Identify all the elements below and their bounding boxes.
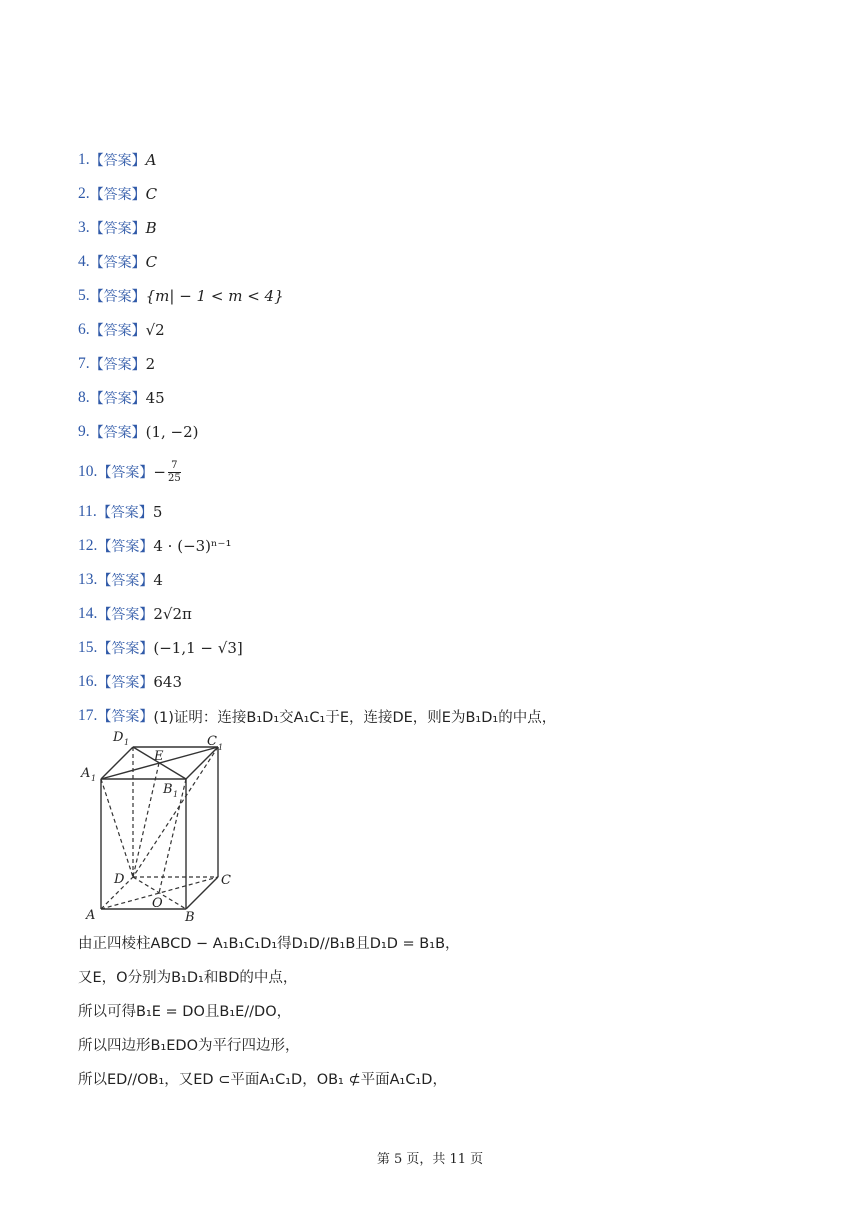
answer-value: B bbox=[145, 219, 157, 237]
answer-value: (1)证明：连接B₁D₁交A₁C₁于E，连接DE，则E为B₁D₁的中点， bbox=[153, 709, 557, 726]
label-b1-sub: 1 bbox=[173, 790, 179, 799]
proof-line: 所以ED//OB₁，又ED ⊂平面A₁C₁D，OB₁ ⊄平面A₁C₁D， bbox=[78, 1071, 447, 1088]
answer-tag: 【答案】 bbox=[97, 573, 154, 589]
answer-value: (−1,1 − √3] bbox=[153, 639, 243, 657]
label-b1: B bbox=[163, 782, 173, 797]
answer-number: 11. bbox=[78, 503, 97, 520]
answer-list bbox=[78, 143, 818, 733]
answer-tag: 【答案】 bbox=[89, 425, 146, 441]
answer-value: A bbox=[145, 151, 157, 169]
answer-fraction bbox=[153, 460, 180, 485]
answer-tag: 【答案】 bbox=[97, 465, 154, 481]
answer-tag: 【答案】 bbox=[89, 187, 146, 203]
label-c: C bbox=[221, 873, 231, 888]
label-c1: C bbox=[207, 734, 217, 749]
answer-row bbox=[78, 245, 818, 279]
label-d1-sub: 1 bbox=[124, 738, 130, 747]
label-b: B bbox=[185, 910, 195, 923]
answer-tag: 【答案】 bbox=[97, 709, 154, 725]
answer-number: 2. bbox=[78, 185, 90, 202]
answer-value: √2 bbox=[145, 321, 165, 339]
answer-number: 5. bbox=[78, 287, 90, 304]
answer-row bbox=[78, 347, 818, 381]
answer-value: 4 · (−3)ⁿ⁻¹ bbox=[153, 537, 232, 555]
answer-row bbox=[78, 665, 818, 699]
label-e: E bbox=[154, 749, 164, 764]
answer-row bbox=[78, 495, 818, 529]
answer-number: 7. bbox=[78, 355, 90, 372]
answer-tag: 【答案】 bbox=[89, 153, 146, 169]
answer-value: 2√2π bbox=[153, 605, 192, 623]
answer-row bbox=[78, 279, 818, 313]
answer-number: 15. bbox=[78, 639, 98, 656]
line-a1d bbox=[101, 779, 133, 877]
answer-number: 3. bbox=[78, 219, 90, 236]
answer-tag: 【答案】 bbox=[89, 289, 146, 305]
answer-tag: 【答案】 bbox=[97, 675, 154, 691]
answer-number: 12. bbox=[78, 537, 98, 554]
answer-number: 17. bbox=[78, 707, 98, 724]
answer-tag: 【答案】 bbox=[97, 641, 154, 657]
label-a: A bbox=[86, 908, 96, 923]
answer-value: C bbox=[145, 253, 158, 271]
answer-number: 8. bbox=[78, 389, 90, 406]
label-o: O bbox=[152, 896, 163, 911]
proof-line: 所以可得B₁E = DO且B₁E//DO， bbox=[78, 1003, 292, 1020]
fraction-stack bbox=[168, 460, 181, 485]
proof-line: 又E，O分别为B₁D₁和BD的中点， bbox=[78, 969, 298, 986]
answer-number: 16. bbox=[78, 673, 98, 690]
answer-number: 1. bbox=[78, 151, 90, 168]
label-c1-sub: 1 bbox=[218, 743, 224, 752]
answer-row bbox=[78, 597, 818, 631]
answer-tag: 【答案】 bbox=[97, 607, 154, 623]
answer-row bbox=[78, 381, 818, 415]
answer-value: {m| − 1 < m < 4} bbox=[145, 287, 284, 305]
answer-row bbox=[78, 631, 818, 665]
answer-row bbox=[78, 211, 818, 245]
edge-bc bbox=[186, 877, 218, 909]
answer-number: 4. bbox=[78, 253, 90, 270]
label-d1: D bbox=[113, 730, 124, 745]
answer-tag: 【答案】 bbox=[89, 221, 146, 237]
line-ed bbox=[133, 763, 159, 877]
answer-number: 13. bbox=[78, 571, 98, 588]
answer-tag: 【答案】 bbox=[89, 357, 146, 373]
answer-number: 9. bbox=[78, 423, 90, 440]
answer-value: 643 bbox=[153, 673, 183, 691]
answer-number: 14. bbox=[78, 605, 98, 622]
answer-row bbox=[78, 529, 818, 563]
answer-value: 2 bbox=[145, 355, 156, 373]
answer-row bbox=[78, 563, 818, 597]
answer-row bbox=[78, 415, 818, 449]
label-d: D bbox=[114, 872, 125, 887]
answer-tag: 【答案】 bbox=[97, 539, 154, 555]
answer-row bbox=[78, 449, 818, 495]
answer-tag: 【答案】 bbox=[96, 505, 153, 521]
page-footer: 第 5 页，共 11 页 bbox=[376, 1152, 484, 1167]
proof-line: 所以四边形B₁EDO为平行四边形， bbox=[78, 1037, 300, 1054]
proof-text bbox=[78, 925, 818, 1095]
answer-row bbox=[78, 143, 818, 177]
answer-number: 10. bbox=[78, 463, 98, 480]
prism-figure bbox=[78, 727, 238, 923]
answer-tag: 【答案】 bbox=[89, 255, 146, 271]
fraction-numerator: 7 bbox=[171, 459, 178, 471]
answer-row bbox=[78, 313, 818, 347]
answer-value: 5 bbox=[152, 503, 163, 521]
answer-value: C bbox=[145, 185, 158, 203]
proof-line: 由正四棱柱ABCD − A₁B₁C₁D₁得D₁D//B₁B且D₁D = B₁B， bbox=[78, 935, 460, 952]
answer-row bbox=[78, 177, 818, 211]
fraction-sign: − bbox=[153, 463, 166, 481]
fraction-denominator: 25 bbox=[167, 472, 181, 484]
answer-tag: 【答案】 bbox=[89, 323, 146, 339]
answer-value: (1, −2) bbox=[145, 423, 199, 441]
answer-tag: 【答案】 bbox=[89, 391, 146, 407]
label-a1: A bbox=[81, 766, 91, 781]
answer-value: 45 bbox=[145, 389, 165, 407]
answer-value: 4 bbox=[153, 571, 163, 589]
label-a1-sub: 1 bbox=[91, 774, 97, 783]
answer-number: 6. bbox=[78, 321, 90, 338]
